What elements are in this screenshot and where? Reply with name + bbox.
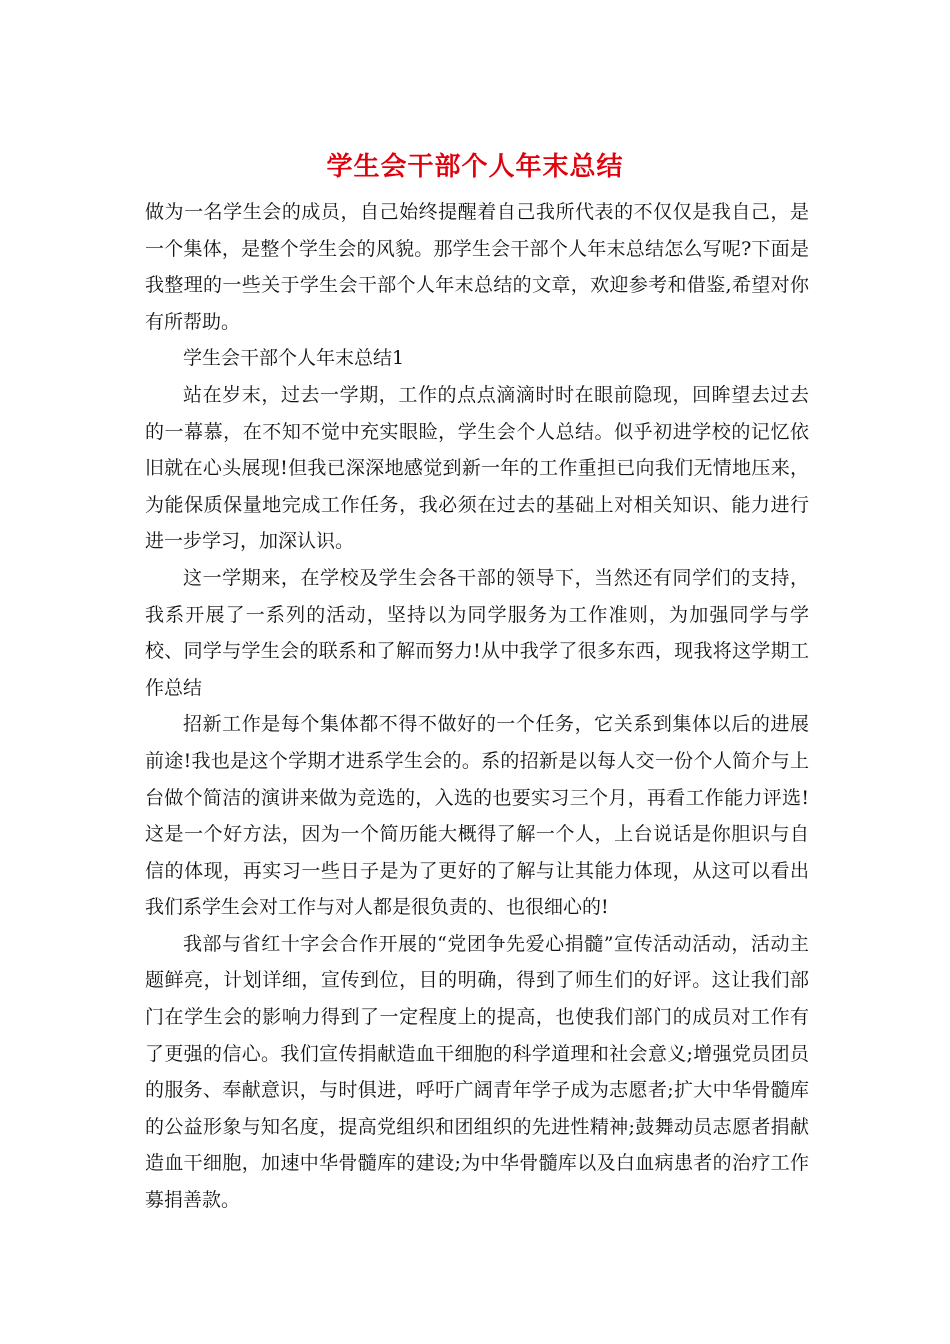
section-heading: 学生会干部个人年末总结1 — [183, 347, 405, 370]
body-paragraph: 站在岁末，过去一学期，工作的点点滴滴时时在眼前隐现，回眸望去过去的一幕慕，在不知不觉中充实眼睑，学生会个人总结。似乎初进学校的记忆依旧就在心头展现!但我已深深地感觉到新一年的工作重担已向我们无情地压来，为能保质保量地完成工作任务，我必须在过去的基础上对相关知识、能力进行进一步学习，加深认识。 — [145, 383, 809, 553]
document-title: 学生会干部个人年末总结 — [326, 152, 624, 182]
intro-paragraph: 做为一名学生会的成员，自己始终提醒着自己我所代表的不仅仅是我自己，是一个集体，是整个学生会的风貌。那学生会干部个人年末总结怎么写呢?下面是我整理的一些关于学生会干部个人年末总结的文章，欢迎参考和借鉴,希望对你有所帮助。 — [145, 201, 809, 333]
document-body — [145, 194, 809, 1219]
body-paragraph: 我部与省红十字会合作开展的“党团争先爱心捐髓”宣传活动活动，活动主题鲜亮，计划详细，宣传到位，目的明确，得到了师生们的好评。这让我们部门在学生会的影响力得到了一定程度上的提高，也使我们部门的成员对工作有了更强的信心。我们宣传捐献造血干细胞的科学道理和社会意义;增强党员团员的服务、奉献意识，与时俱进，呼吁广阔青年学子成为志愿者;扩大中华骨髓库的公益形象与知名度，提高党组织和团组织的先进性精神;鼓舞动员志愿者捐献造血干细胞，加速中华骨髓库的建设;为中华骨髓库以及白血病患者的治疗工作募捐善款。 — [145, 932, 809, 1212]
body-paragraph: 招新工作是每个集体都不得不做好的一个任务，它关系到集体以后的进展前途!我也是这个学期才进系学生会的。系的招新是以每人交一份个人简介与上台做个简洁的演讲来做为竞选的，入选的也要实习三个月，再看工作能力评选!这是一个好方法，因为一个简历能大概得了解一个人，上台说话是你胆识与自信的体现，再实习一些日子是为了更好的了解与让其能力体现，从这可以看出我们系学生会对工作与对人都是很负责的、也很细心的! — [145, 713, 809, 919]
body-paragraph: 这一学期来，在学校及学生会各干部的领导下，当然还有同学们的支持，我系开展了一系列的活动，坚持以为同学服务为工作准则，为加强同学与学校、同学与学生会的联系和了解而努力!从中我学了很多东西，现我将这学期工作总结 — [145, 566, 809, 699]
